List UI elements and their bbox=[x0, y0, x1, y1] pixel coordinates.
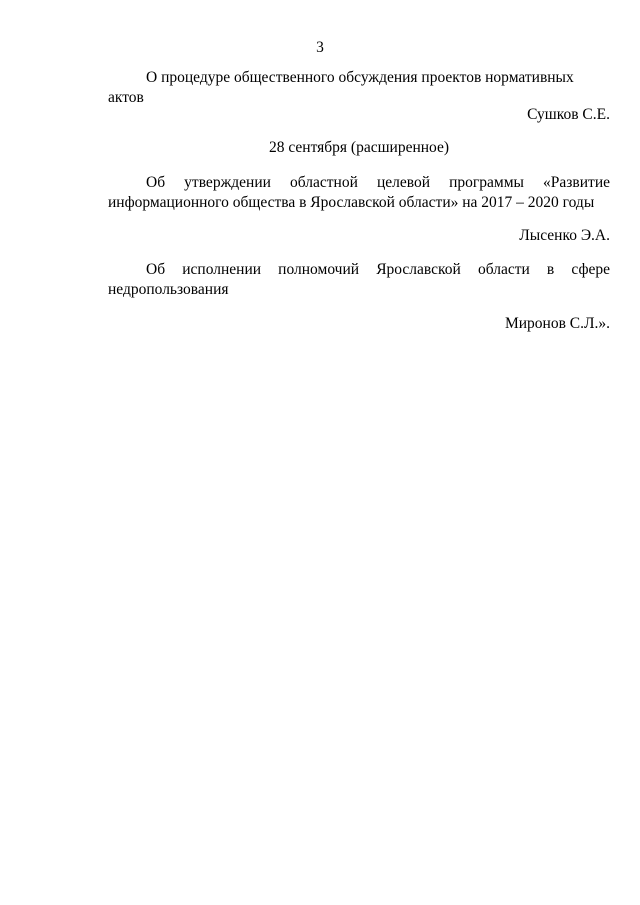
agenda-item-topic bbox=[108, 260, 610, 300]
agenda-item-text-line: информационного общества в Ярославской области» на 2017 – 2020 годы bbox=[108, 194, 595, 211]
agenda-item-text-line: Об утверждении областной целевой программы «Развитие bbox=[146, 174, 610, 191]
page-number: 3 bbox=[316, 39, 324, 56]
session-date-heading: 28 сентября (расширенное) bbox=[268, 139, 450, 156]
agenda-item-speaker: Лысенко Э.А. bbox=[519, 227, 610, 244]
agenda-item-text-line: недропользования bbox=[108, 281, 229, 298]
agenda-item-topic bbox=[108, 173, 610, 213]
agenda-item-topic bbox=[108, 68, 610, 108]
agenda-item-text-line: Об исполнении полномочий Ярославской области в сфере bbox=[146, 261, 610, 278]
agenda-item-text: О процедуре общественного обсуждения проектов нормативных актов bbox=[108, 69, 574, 106]
agenda-item-speaker: Миронов С.Л.». bbox=[504, 315, 610, 332]
agenda-item-speaker: Сушков С.Е. bbox=[527, 106, 610, 123]
